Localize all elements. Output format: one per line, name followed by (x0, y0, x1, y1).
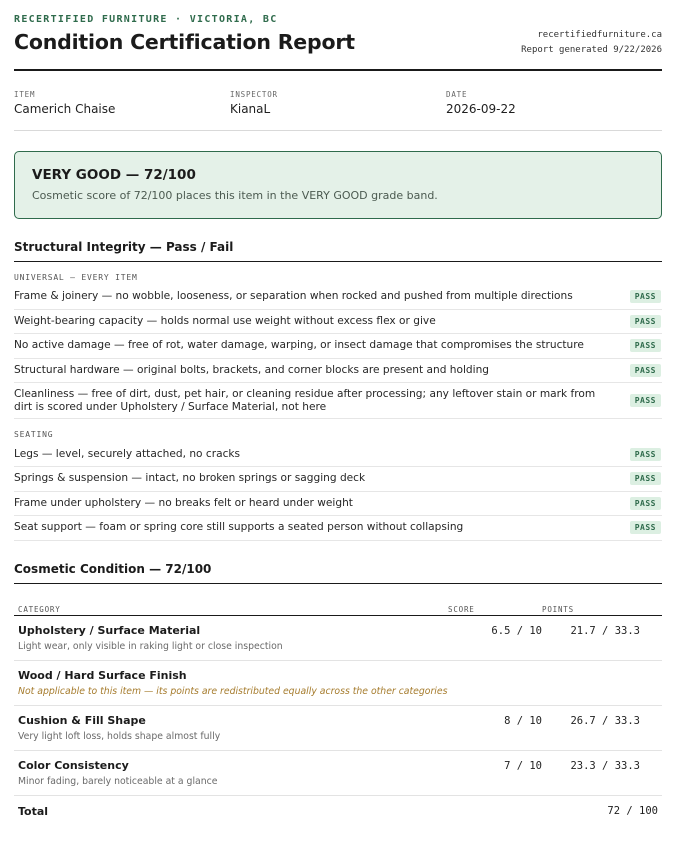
report-header (14, 13, 662, 71)
cosmetic-score: 8 / 10 (504, 714, 542, 727)
cosmetic-category-description: Not applicable to this item — its points are redistributed equally across the other categories (18, 685, 448, 697)
meta-item (14, 90, 230, 130)
pass-badge: PASS (630, 315, 661, 328)
pass-badge: PASS (630, 394, 661, 407)
cosmetic-category (18, 714, 448, 750)
checklist-item-text: Legs — level, securely attached, no cracks (14, 447, 241, 460)
checklist-row (14, 383, 662, 419)
pass-badge: PASS (630, 521, 661, 534)
cosmetic-category-name: Color Consistency (18, 758, 129, 772)
grade-title: VERY GOOD — 72/100 (32, 167, 196, 183)
meta-date (446, 90, 662, 130)
checklist-item-text: Frame & joinery — no wobble, looseness, or separation when rocked and pushed from multiple directions (14, 290, 573, 303)
checklist-item-text: Structural hardware — original bolts, brackets, and corner blocks are present and holding (14, 364, 490, 377)
page-title: Condition Certification Report (14, 30, 355, 54)
checklist-row (14, 516, 662, 541)
cosmetic-row (14, 751, 662, 796)
grade-description: Cosmetic score of 72/100 places this item in the VERY GOOD grade band. (32, 189, 438, 202)
checklist-item-text: Weight-bearing capacity — holds normal use weight without excess flex or give (14, 314, 436, 327)
cosmetic-heading: Cosmetic Condition — 72/100 (14, 562, 662, 584)
cosmetic-points (542, 669, 640, 705)
cosmetic-points: 23.3 / 33.3 (570, 759, 640, 772)
cosmetic-category-description: Very light loft loss, holds shape almost fully (18, 730, 221, 742)
checklist-row (14, 310, 662, 335)
checklist-row (14, 285, 662, 310)
generated-date: Report generated 9/22/2026 (521, 45, 662, 55)
total-row (14, 796, 662, 818)
brand-name: RECERTIFIED FURNITURE · VICTORIA, BC (14, 14, 278, 25)
cosmetic-score: 7 / 10 (504, 759, 542, 772)
cosmetic-rows (14, 616, 662, 796)
pass-badge: PASS (630, 339, 661, 352)
website-link[interactable]: recertifiedfurniture.ca (537, 30, 662, 40)
checklist-item-text: No active damage — free of rot, water damage, warping, or insect damage that compromises the structure (14, 339, 584, 352)
pass-badge: PASS (630, 290, 661, 303)
meta-date-label: DATE (446, 90, 468, 99)
checklist-item-text: Frame under upholstery — no breaks felt or heard under weight (14, 496, 353, 509)
cosmetic-category (18, 759, 448, 795)
pass-badge: PASS (630, 448, 661, 461)
cosmetic-table (14, 596, 662, 818)
meta-item-label: ITEM (14, 90, 36, 99)
cosmetic-row (14, 616, 662, 661)
pass-badge: PASS (630, 472, 661, 485)
header-info (521, 28, 662, 58)
cosmetic-category-name: Cushion & Fill Shape (18, 713, 146, 727)
cosmetic-category-description: Minor fading, barely noticeable at a glance (18, 775, 218, 787)
pass-badge: PASS (630, 364, 661, 377)
column-points: POINTS (542, 604, 574, 614)
cosmetic-points: 26.7 / 33.3 (570, 714, 640, 727)
structural-checklist (14, 273, 662, 541)
checklist-group-label: SEATING (14, 430, 54, 440)
cosmetic-row (14, 706, 662, 751)
cosmetic-score (448, 669, 542, 705)
checklist-row (14, 492, 662, 517)
cosmetic-category-description: Light wear, only visible in raking light or close inspection (18, 640, 283, 652)
meta-date-value: 2026-09-22 (446, 102, 516, 116)
cosmetic-table-header (14, 596, 662, 616)
cosmetic-category (18, 624, 448, 660)
column-category: CATEGORY (18, 604, 61, 614)
checklist-group-label: UNIVERSAL — EVERY ITEM (14, 273, 138, 282)
meta-inspector-value: KianaL (230, 102, 271, 116)
checklist-row (14, 442, 662, 467)
cosmetic-category-name: Wood / Hard Surface Finish (18, 668, 187, 682)
cosmetic-score: 6.5 / 10 (491, 624, 542, 637)
total-label: Total (18, 804, 49, 818)
meta-inspector-label: INSPECTOR (230, 90, 278, 99)
cosmetic-category (18, 669, 448, 705)
meta-inspector (230, 90, 446, 130)
pass-badge: PASS (630, 497, 661, 510)
cosmetic-row (14, 661, 662, 706)
checklist-row (14, 467, 662, 492)
total-value: 72 / 100 (607, 804, 658, 817)
checklist-row (14, 334, 662, 359)
cosmetic-points: 21.7 / 33.3 (570, 624, 640, 637)
meta-row (14, 71, 662, 131)
checklist-row (14, 359, 662, 384)
column-score: SCORE (448, 604, 475, 614)
structural-heading: Structural Integrity — Pass / Fail (14, 240, 662, 262)
cosmetic-category-name: Upholstery / Surface Material (18, 623, 201, 637)
checklist-item-text: Seat support — foam or spring core still supports a seated person without collapsing (14, 521, 464, 534)
checklist-item-text: Cleanliness — free of dirt, dust, pet hair, or cleaning residue after processing; any leftover stain or mark from dirt is scored under Upholstery / Surface Material, not here (14, 387, 596, 413)
checklist-item-text: Springs & suspension — intact, no broken springs or sagging deck (14, 472, 366, 485)
grade-box (14, 151, 662, 219)
meta-item-value: Camerich Chaise (14, 102, 116, 116)
